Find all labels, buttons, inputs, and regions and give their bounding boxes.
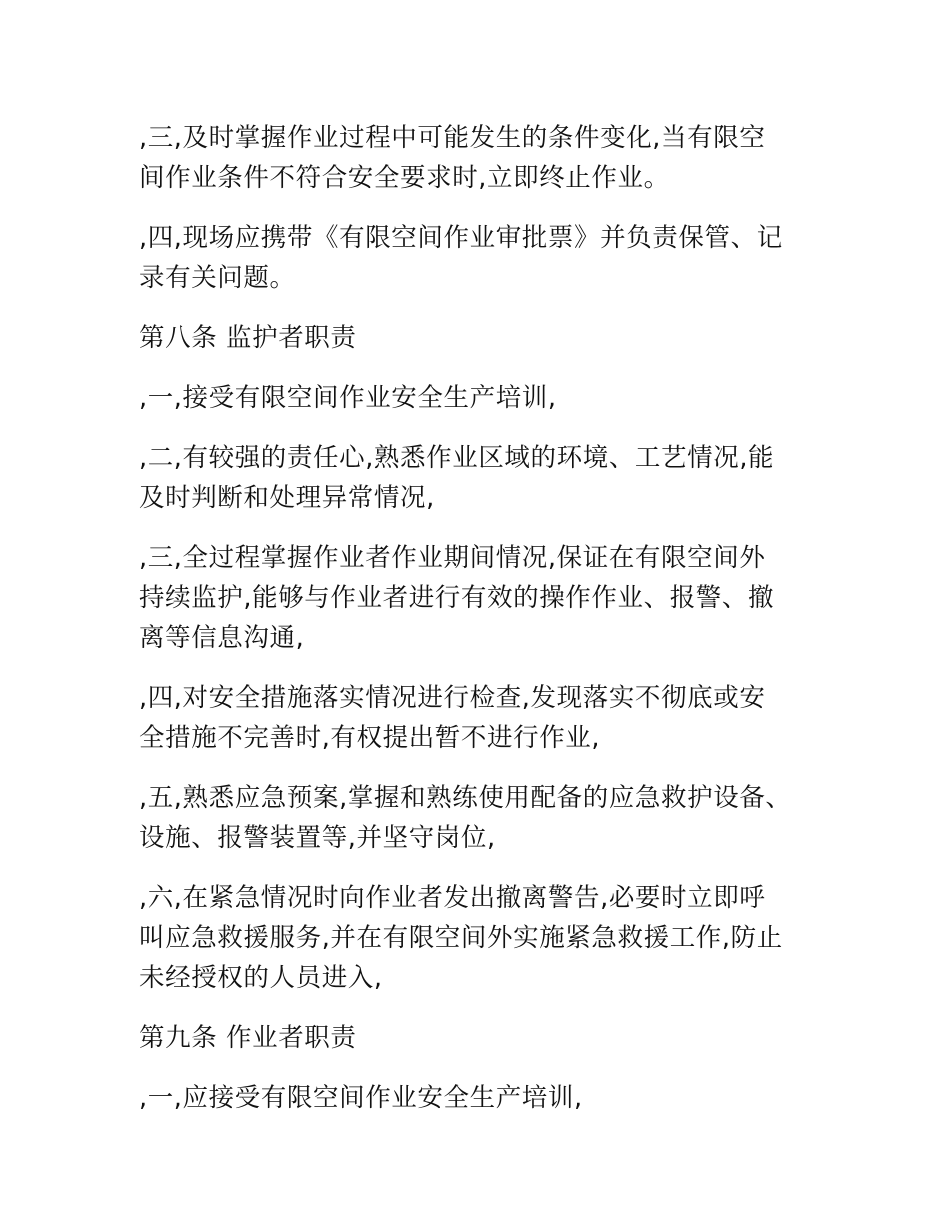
paragraph-guardian-training xyxy=(139,378,819,418)
paragraph-worker-training xyxy=(139,1078,819,1118)
paragraph-guardian-responsibility xyxy=(139,438,819,518)
paragraph-guardian-safety-check xyxy=(139,678,819,758)
text-line: 持续监护,能够与作业者进行有效的操作作业、报警、撤 xyxy=(139,583,775,613)
text-line: 及时判断和处理异常情况, xyxy=(139,483,435,513)
text-line: ,六,在紧急情况时向作业者发出撤离警告,必要时立即呼 xyxy=(139,883,766,913)
paragraph-guardian-continuous-monitoring xyxy=(139,538,819,658)
text-line: 全措施不完善时,有权提出暂不进行作业, xyxy=(139,723,601,753)
text-line: 录有关问题。 xyxy=(139,263,296,293)
text-line: ,三,及时掌握作业过程中可能发生的条件变化,当有限空 xyxy=(139,123,766,153)
paragraph-guardian-emergency-plan xyxy=(139,778,819,858)
text-line: 叫应急救援服务,并在有限空间外实施紧急救援工作,防止 xyxy=(139,923,783,953)
section-heading-article-8 xyxy=(139,318,819,358)
paragraph-monitor-condition-change xyxy=(139,118,819,198)
text-line: ,四,现场应携带《有限空间作业审批票》并负责保管、记 xyxy=(139,223,783,253)
text-line: ,四,对安全措施落实情况进行检查,发现落实不彻底或安 xyxy=(139,683,766,713)
text-line: ,二,有较强的责任心,熟悉作业区域的环境、工艺情况,能 xyxy=(139,443,775,473)
heading-text: 第九条 作业者职责 xyxy=(139,1023,357,1053)
text-line: ,五,熟悉应急预案,掌握和熟练使用配备的应急救护设备、 xyxy=(139,783,792,813)
paragraph-guardian-evacuation-warning xyxy=(139,878,819,998)
paragraph-carry-approval-ticket xyxy=(139,218,819,298)
section-heading-article-9 xyxy=(139,1018,819,1058)
text-line: ,一,应接受有限空间作业安全生产培训, xyxy=(139,1083,583,1113)
text-line: 设施、报警装置等,并坚守岗位, xyxy=(139,823,496,853)
heading-text: 第八条 监护者职责 xyxy=(139,323,357,353)
text-line: 未经授权的人员进入, xyxy=(139,963,383,993)
text-line: ,一,接受有限空间作业安全生产培训, xyxy=(139,383,557,413)
text-line: 间作业条件不符合安全要求时,立即终止作业。 xyxy=(139,163,670,193)
text-line: ,三,全过程掌握作业者作业期间情况,保证在有限空间外 xyxy=(139,543,766,573)
text-line: 离等信息沟通, xyxy=(139,623,305,653)
